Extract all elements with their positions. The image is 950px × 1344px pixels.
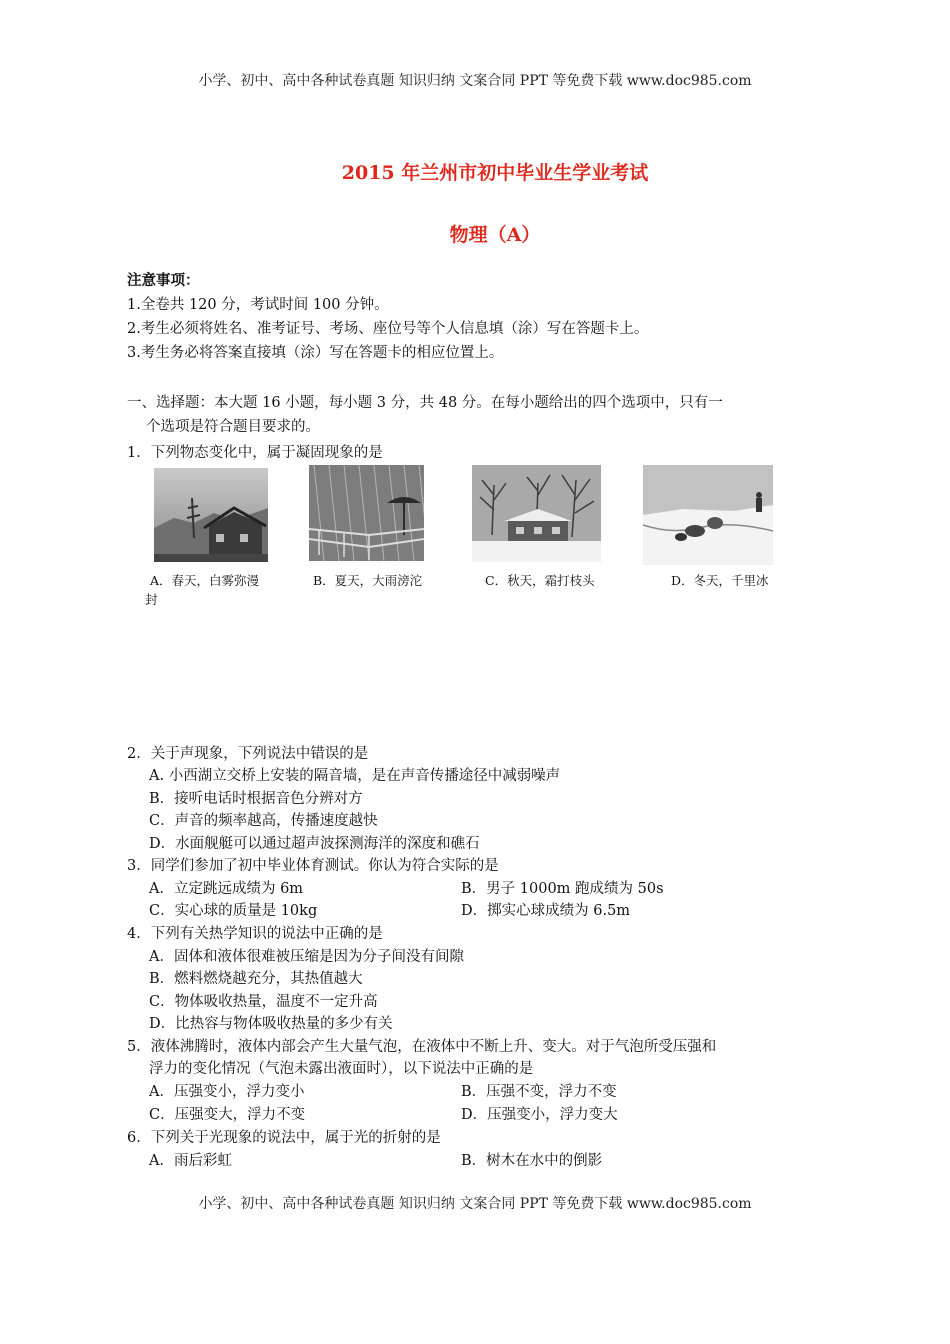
q1-option-a-wrap: 封 — [145, 592, 158, 607]
exam-title: 2015 年兰州市初中毕业生学业考试 — [341, 162, 649, 184]
question-2-stem: 2．关于声现象，下列说法中错误的是 — [127, 746, 369, 762]
q4-option: B．燃料燃烧越充分，其热值越大 — [149, 971, 363, 987]
notice-item: 2.考生必须将姓名、准考证号、考场、座位号等个人信息填（涂）写在答题卡上。 — [127, 321, 649, 337]
q1-option-b: B．夏天，大雨滂沱 — [313, 573, 423, 588]
q1-option-d: D．冬天，千里冰 — [671, 573, 769, 588]
q2-option: B．接听电话时根据音色分辨对方 — [149, 791, 363, 807]
page-footer: 小学、初中、高中各种试卷真题 知识归纳 文案合同 PPT 等免费下载 www.doc985.com — [198, 1196, 752, 1212]
section-intro: 个选项是符合题目要求的。 — [146, 419, 320, 435]
photo-rain — [309, 465, 424, 561]
photo-fog — [154, 468, 268, 562]
notice-heading: 注意事项： — [127, 272, 200, 289]
notice-item: 3.考生务必将答案直接填（涂）写在答题卡的相应位置上。 — [127, 345, 504, 361]
notice-item: 1.全卷共 120 分，考试时间 100 分钟。 — [127, 297, 389, 313]
question-5-stem-cont: 浮力的变化情况（气泡未露出液面时），以下说法中正确的是 — [149, 1061, 534, 1077]
q5-option: C．压强变大，浮力不变 — [149, 1107, 306, 1123]
q1-option-c: C．秋天，霜打枝头 — [485, 573, 595, 588]
q1-option-a: A．春天，白雾弥漫 — [150, 573, 260, 588]
q5-option: D．压强变小，浮力变大 — [461, 1107, 618, 1123]
q2-option: D．水面舰艇可以通过超声波探测海洋的深度和礁石 — [149, 836, 480, 852]
page-header: 小学、初中、高中各种试卷真题 知识归纳 文案合同 PPT 等免费下载 www.doc985.com — [198, 73, 752, 89]
photo-ice — [643, 465, 773, 565]
q4-option: C．物体吸收热量，温度不一定升高 — [149, 994, 378, 1010]
question-6-stem: 6．下列关于光现象的说法中，属于光的折射的是 — [127, 1130, 441, 1146]
question-5-stem: 5．液体沸腾时，液体内部会产生大量气泡，在液体中不断上升、变大。对于气泡所受压强和 — [127, 1039, 717, 1055]
q3-option: A．立定跳远成绩为 6m — [149, 881, 304, 897]
section-intro: 一、选择题：本大题 16 小题，每小题 3 分，共 48 分。在每小题给出的四个选项中，只有一 — [127, 395, 723, 411]
q5-option: A．压强变小，浮力变小 — [149, 1084, 305, 1100]
question-4-stem: 4．下列有关热学知识的说法中正确的是 — [127, 926, 383, 942]
question-3-stem: 3．同学们参加了初中毕业体育测试。你认为符合实际的是 — [127, 858, 499, 874]
exam-subtitle: 物理（A） — [449, 224, 541, 246]
q6-option: A．雨后彩虹 — [149, 1153, 232, 1169]
q4-option: D．比热容与物体吸收热量的多少有关 — [149, 1016, 393, 1032]
q4-option: A．固体和液体很难被压缩是因为分子间没有间隙 — [149, 949, 464, 965]
q6-option: B．树木在水中的倒影 — [461, 1153, 603, 1169]
photo-frost — [472, 465, 601, 562]
q5-option: B．压强不变，浮力不变 — [461, 1084, 617, 1100]
q2-option: C．声音的频率越高，传播速度越快 — [149, 813, 378, 829]
q3-option: B．男子 1000m 跑成绩为 50s — [461, 881, 664, 897]
q3-option: D．掷实心球成绩为 6.5m — [461, 903, 631, 919]
question-1-stem: 1．下列物态变化中，属于凝固现象的是 — [127, 445, 383, 461]
q2-option: A. 小西湖立交桥上安装的隔音墙，是在声音传播途径中减弱噪声 — [149, 768, 561, 784]
q3-option: C．实心球的质量是 10kg — [149, 903, 318, 919]
